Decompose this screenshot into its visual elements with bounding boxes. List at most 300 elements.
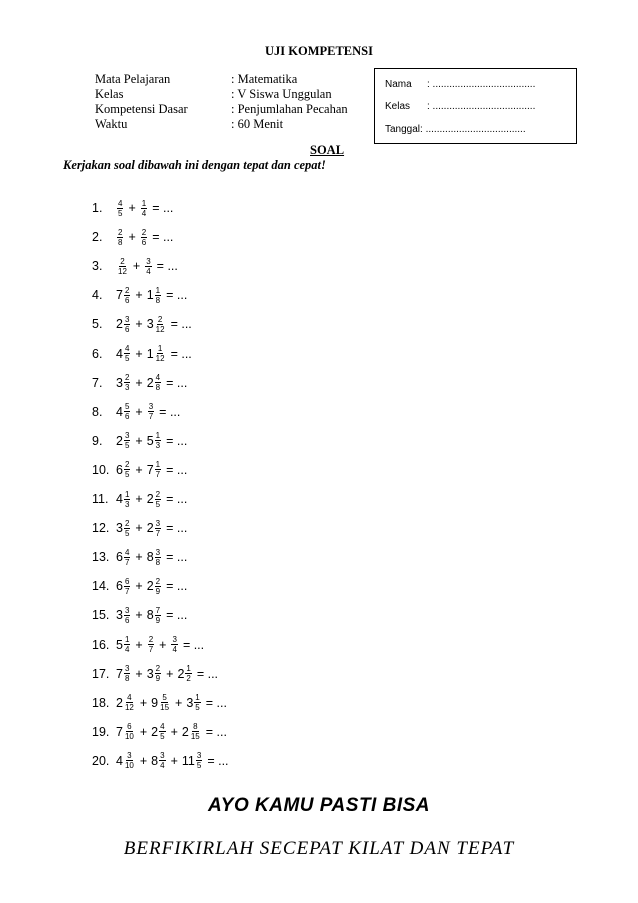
- motto-secondary: BERFIKIRLAH SECEPAT KILAT DAN TEPAT: [123, 838, 515, 859]
- fraction: [124, 431, 130, 450]
- fraction: [155, 548, 161, 567]
- mixed-number: [116, 693, 136, 712]
- mixed-number: [147, 373, 162, 392]
- numerator: 1: [124, 489, 130, 499]
- plus-sign: +: [135, 521, 143, 536]
- fraction: [117, 257, 128, 276]
- fraction: [124, 315, 130, 334]
- mixed-number: [147, 344, 167, 363]
- denominator: 7: [148, 412, 154, 422]
- question-number: 6.: [92, 346, 103, 361]
- numerator: 1: [124, 635, 130, 644]
- fraction: [124, 751, 135, 770]
- mixed-number: [151, 693, 171, 712]
- denominator: 5: [155, 499, 161, 509]
- info-row-waktu: [95, 116, 283, 132]
- answer-blank[interactable]: = ...: [170, 346, 192, 361]
- denominator: 8: [124, 674, 130, 684]
- whole-number: 2: [116, 317, 123, 332]
- answer-blank[interactable]: = ...: [166, 375, 188, 390]
- fraction: [159, 722, 165, 741]
- denominator: 5: [160, 732, 165, 742]
- answer-blank[interactable]: = ...: [205, 724, 227, 739]
- answer-blank[interactable]: = ...: [207, 753, 229, 768]
- fraction: [124, 344, 130, 363]
- numerator: 3: [196, 751, 202, 761]
- numerator: 5: [124, 402, 130, 412]
- numerator: 2: [124, 518, 130, 528]
- answer-blank[interactable]: = ...: [166, 288, 188, 303]
- denominator: 4: [124, 645, 130, 654]
- question-item: [92, 458, 191, 482]
- whole-number: 2: [181, 724, 189, 739]
- mixed-number: [182, 722, 202, 741]
- denominator: 9: [155, 674, 161, 684]
- whole-number: 7: [116, 724, 123, 739]
- plus-sign: +: [135, 433, 143, 448]
- soal-heading: SOAL: [310, 143, 345, 157]
- mixed-number: [147, 286, 162, 305]
- box-value: : .....................................: [427, 101, 536, 112]
- numerator: 3: [155, 547, 161, 557]
- mixed-number: [151, 722, 166, 741]
- denominator: 15: [190, 732, 200, 742]
- numerator: 3: [124, 431, 130, 441]
- plus-sign: +: [135, 579, 143, 594]
- fraction: [194, 693, 200, 712]
- whole-number: 2: [146, 375, 154, 390]
- plus-sign: +: [175, 695, 183, 710]
- plus-sign: +: [135, 317, 143, 332]
- denominator: 8: [155, 557, 161, 567]
- denominator: 6: [124, 615, 130, 625]
- answer-blank[interactable]: = ...: [166, 462, 188, 477]
- mixed-number: [144, 257, 152, 276]
- whole-number: 4: [116, 492, 123, 506]
- motto-primary: AYO KAMU PASTI BISA: [207, 795, 431, 816]
- fraction: [159, 751, 165, 770]
- mixed-number: [116, 315, 131, 334]
- denominator: 4: [160, 761, 165, 771]
- info-value: : Matematika: [231, 72, 298, 86]
- denominator: 5: [124, 441, 130, 451]
- mixed-number: [116, 199, 124, 218]
- whole-number: 3: [186, 695, 194, 710]
- mixed-number: [151, 751, 166, 770]
- question-item: [92, 283, 191, 307]
- fraction: [155, 373, 161, 392]
- whole-number: 3: [146, 666, 154, 681]
- fraction: [155, 664, 161, 683]
- answer-blank[interactable]: = ...: [166, 492, 188, 506]
- answer-blank[interactable]: = ...: [170, 317, 192, 332]
- whole-number: 6: [116, 462, 123, 477]
- denominator: 4: [172, 645, 177, 654]
- fraction: [159, 693, 170, 712]
- fraction: [124, 693, 135, 712]
- whole-number: 2: [116, 433, 123, 448]
- numerator: 3: [124, 605, 130, 615]
- numerator: 2: [155, 664, 161, 674]
- denominator: 9: [155, 586, 161, 596]
- whole-number: 3: [116, 608, 123, 623]
- plus-sign: +: [135, 608, 143, 623]
- numerator: 2: [118, 227, 123, 237]
- question-item: [92, 487, 191, 511]
- mixed-number: [116, 635, 131, 654]
- fraction: [124, 490, 130, 509]
- question-item: [92, 574, 191, 598]
- fraction: [124, 664, 130, 683]
- whole-number: 5: [146, 433, 154, 448]
- box-value: : .....................................: [427, 79, 536, 90]
- numerator: 3: [155, 518, 161, 528]
- fraction: [155, 315, 166, 334]
- denominator: 12: [118, 266, 127, 276]
- mixed-number: [116, 664, 131, 683]
- denominator: 4: [146, 266, 151, 276]
- mixed-number: [147, 635, 155, 654]
- denominator: 3: [155, 441, 161, 451]
- instruction-text: Kerjakan soal dibawah ini dengan tepat dan cepat!: [63, 158, 326, 172]
- whole-number: 7: [116, 666, 123, 681]
- mixed-number: [116, 257, 129, 276]
- denominator: 6: [124, 412, 130, 422]
- numerator: 2: [124, 460, 130, 470]
- plus-sign: +: [135, 637, 143, 652]
- answer-blank[interactable]: = ...: [166, 433, 188, 448]
- numerator: 4: [160, 722, 165, 732]
- mixed-number: [140, 228, 148, 247]
- fraction: [171, 635, 177, 654]
- fraction: [155, 431, 161, 450]
- fraction: [117, 199, 123, 218]
- plus-sign: +: [170, 753, 178, 768]
- numerator: 7: [155, 605, 161, 615]
- whole-number: 1: [146, 346, 154, 361]
- whole-number: 7: [116, 288, 123, 303]
- denominator: 7: [155, 470, 161, 480]
- question-number: 17.: [92, 666, 110, 681]
- question-item: [92, 516, 191, 540]
- fraction: [148, 402, 154, 421]
- mixed-number: [147, 606, 162, 625]
- fraction: [190, 722, 201, 741]
- denominator: 10: [124, 732, 134, 742]
- question-item: [92, 371, 191, 395]
- whole-number: 8: [146, 608, 154, 623]
- student-class-field[interactable]: [385, 101, 535, 112]
- denominator: 7: [155, 528, 161, 538]
- page-title: UJI KOMPETENSI: [264, 44, 373, 58]
- denominator: 8: [118, 237, 123, 247]
- mixed-number: [116, 577, 131, 596]
- answer-blank[interactable]: = ...: [166, 550, 188, 565]
- plus-sign: +: [135, 462, 143, 477]
- question-number: 14.: [92, 579, 110, 594]
- mixed-number: [116, 722, 136, 741]
- plus-sign: +: [139, 724, 148, 739]
- question-item: [92, 400, 184, 424]
- numerator: 4: [155, 373, 161, 383]
- answer-blank[interactable]: = ...: [196, 666, 219, 681]
- question-number: 7.: [92, 375, 103, 390]
- whole-number: 2: [177, 666, 185, 681]
- box-value: : ....................................: [420, 124, 526, 135]
- numerator: 4: [124, 344, 130, 353]
- fraction: [124, 519, 130, 538]
- fraction: [155, 519, 161, 538]
- denominator: 2: [186, 674, 191, 684]
- question-number: 10.: [92, 462, 110, 477]
- plus-sign: +: [166, 666, 174, 681]
- question-number: 9.: [92, 433, 103, 448]
- question-item: [92, 225, 177, 249]
- numerator: 3: [124, 314, 130, 324]
- fraction: [124, 548, 130, 567]
- plus-sign: +: [135, 288, 143, 303]
- fraction: [124, 460, 130, 479]
- question-number: 12.: [92, 521, 110, 536]
- denominator: 5: [124, 528, 130, 538]
- answer-blank[interactable]: = ...: [156, 259, 178, 274]
- plus-sign: +: [139, 753, 148, 768]
- denominator: 5: [195, 703, 200, 713]
- question-number: 3.: [92, 259, 103, 274]
- whole-number: 3: [146, 317, 154, 332]
- numerator: 3: [146, 256, 151, 266]
- numerator: 1: [155, 431, 161, 441]
- mixed-number: [147, 490, 162, 509]
- question-number: 1.: [92, 201, 103, 215]
- answer-blank[interactable]: = ...: [152, 230, 174, 245]
- question-item: [92, 720, 231, 744]
- answer-blank[interactable]: = ...: [166, 521, 188, 536]
- plus-sign: +: [135, 375, 143, 390]
- fraction: [141, 199, 147, 218]
- question-item: [92, 312, 196, 336]
- denominator: 9: [155, 615, 161, 625]
- question-item: [92, 545, 191, 569]
- mixed-number: [147, 315, 167, 334]
- mixed-number: [147, 519, 162, 538]
- whole-number: 4: [116, 404, 123, 419]
- answer-blank[interactable]: = ...: [166, 579, 188, 594]
- question-item: [92, 662, 222, 686]
- answer-blank[interactable]: = ...: [152, 201, 174, 215]
- mixed-number: [116, 490, 131, 509]
- question-number: 8.: [92, 404, 103, 419]
- whole-number: 9: [151, 695, 159, 710]
- whole-number: 4: [116, 753, 123, 768]
- whole-number: 8: [146, 550, 154, 565]
- info-label: Kelas: [95, 87, 124, 101]
- plus-sign: +: [139, 695, 148, 710]
- plus-sign: +: [135, 404, 143, 419]
- numerator: 3: [172, 635, 177, 644]
- denominator: 7: [124, 557, 130, 567]
- whole-number: 7: [146, 462, 154, 477]
- question-item: [92, 633, 208, 657]
- numerator: 4: [127, 693, 132, 703]
- plus-sign: +: [135, 666, 143, 681]
- numerator: 2: [148, 635, 154, 644]
- numerator: 8: [193, 722, 198, 732]
- fraction: [124, 606, 130, 625]
- question-number: 2.: [92, 230, 103, 245]
- plus-sign: +: [132, 259, 141, 274]
- fraction: [155, 460, 161, 479]
- denominator: 12: [124, 703, 134, 713]
- mixed-number: [116, 344, 131, 363]
- mixed-number: [170, 635, 178, 654]
- plus-sign: +: [159, 637, 167, 652]
- fraction: [117, 228, 123, 247]
- fraction: [155, 344, 166, 363]
- numerator: 2: [120, 256, 125, 266]
- question-item: [92, 254, 182, 278]
- info-label: Mata Pelajaran: [95, 72, 171, 86]
- question-number: 4.: [92, 288, 103, 303]
- info-row-kompetensi-dasar: [95, 101, 348, 117]
- mixed-number: [116, 460, 131, 479]
- denominator: 7: [124, 586, 130, 596]
- info-value: : Penjumlahan Pecahan: [231, 102, 348, 116]
- denominator: 6: [124, 324, 130, 334]
- answer-blank[interactable]: = ...: [159, 404, 181, 419]
- numerator: 3: [160, 751, 165, 761]
- fraction: [145, 257, 151, 276]
- fraction: [155, 606, 161, 625]
- question-item: [92, 196, 177, 220]
- whole-number: 11: [181, 753, 195, 768]
- numerator: 3: [148, 402, 154, 412]
- numerator: 1: [155, 285, 161, 295]
- denominator: 15: [160, 703, 170, 713]
- denominator: 3: [124, 499, 130, 509]
- answer-blank[interactable]: = ...: [166, 608, 188, 623]
- answer-blank[interactable]: = ...: [205, 695, 227, 710]
- mixed-number: [147, 664, 162, 683]
- plus-sign: +: [135, 492, 143, 506]
- plus-sign: +: [128, 201, 136, 215]
- fraction: [124, 635, 130, 654]
- info-value: : V Siswa Unggulan: [231, 87, 332, 101]
- numerator: 3: [124, 664, 130, 674]
- info-row-kelas: [95, 86, 332, 102]
- whole-number: 4: [116, 346, 123, 361]
- fraction: [141, 228, 147, 247]
- whole-number: 2: [146, 521, 154, 536]
- box-label: Tanggal: [385, 124, 421, 135]
- denominator: 7: [148, 645, 154, 654]
- question-number: 16.: [92, 637, 110, 652]
- numerator: 6: [124, 576, 130, 586]
- numerator: 2: [155, 576, 161, 586]
- mixed-number: [116, 548, 131, 567]
- plus-sign: +: [135, 550, 143, 565]
- fraction: [124, 373, 130, 392]
- numerator: 6: [127, 722, 132, 732]
- question-item: [92, 749, 233, 773]
- denominator: 4: [141, 208, 147, 218]
- whole-number: 6: [116, 550, 123, 565]
- student-date-field[interactable]: [385, 124, 526, 135]
- numerator: 3: [127, 751, 132, 761]
- mixed-number: [116, 228, 124, 247]
- mixed-number: [140, 199, 148, 218]
- question-number: 19.: [92, 724, 110, 739]
- whole-number: 3: [116, 375, 123, 390]
- info-label: Waktu: [95, 117, 128, 131]
- whole-number: 6: [116, 579, 123, 594]
- denominator: 12: [155, 354, 165, 363]
- question-number: 11.: [92, 492, 109, 506]
- mixed-number: [182, 751, 203, 770]
- whole-number: 1: [146, 288, 154, 303]
- mixed-number: [116, 373, 131, 392]
- numerator: 2: [157, 314, 163, 324]
- numerator: 2: [124, 373, 130, 383]
- fraction: [155, 490, 161, 509]
- question-number: 18.: [92, 695, 110, 710]
- whole-number: 2: [116, 695, 123, 710]
- fraction: [196, 751, 202, 770]
- student-identity-box: [374, 68, 577, 144]
- plus-sign: +: [170, 724, 178, 739]
- fraction: [124, 402, 130, 421]
- numerator: 4: [124, 547, 130, 557]
- question-item: [92, 691, 231, 715]
- numerator: 1: [186, 664, 191, 674]
- question-number: 13.: [92, 550, 110, 565]
- denominator: 5: [124, 354, 130, 363]
- denominator: 8: [155, 295, 161, 305]
- numerator: 2: [141, 227, 147, 237]
- question-item: [92, 429, 191, 453]
- plus-sign: +: [135, 346, 143, 361]
- mixed-number: [186, 693, 201, 712]
- mixed-number: [147, 460, 162, 479]
- question-number: 20.: [92, 753, 110, 768]
- denominator: 5: [124, 470, 130, 480]
- mixed-number: [147, 577, 162, 596]
- answer-blank[interactable]: = ...: [182, 637, 205, 652]
- question-number: 15.: [92, 608, 110, 623]
- fraction: [155, 286, 161, 305]
- fraction: [124, 577, 130, 596]
- denominator: 3: [124, 383, 130, 393]
- numerator: 1: [155, 460, 161, 470]
- fraction: [124, 286, 130, 305]
- question-number: 5.: [92, 317, 103, 332]
- denominator: 8: [155, 383, 161, 393]
- mixed-number: [116, 751, 136, 770]
- numerator: 1: [195, 693, 200, 703]
- numerator: 1: [157, 344, 163, 353]
- whole-number: 3: [116, 521, 123, 536]
- mixed-number: [116, 519, 131, 538]
- whole-number: 2: [146, 579, 154, 594]
- fraction: [148, 635, 154, 654]
- fraction: [155, 577, 161, 596]
- mixed-number: [116, 286, 131, 305]
- question-item: [92, 603, 191, 627]
- info-value: : 60 Menit: [231, 117, 284, 131]
- mixed-number: [147, 431, 162, 450]
- mixed-number: [116, 402, 131, 421]
- student-name-field[interactable]: [385, 79, 535, 90]
